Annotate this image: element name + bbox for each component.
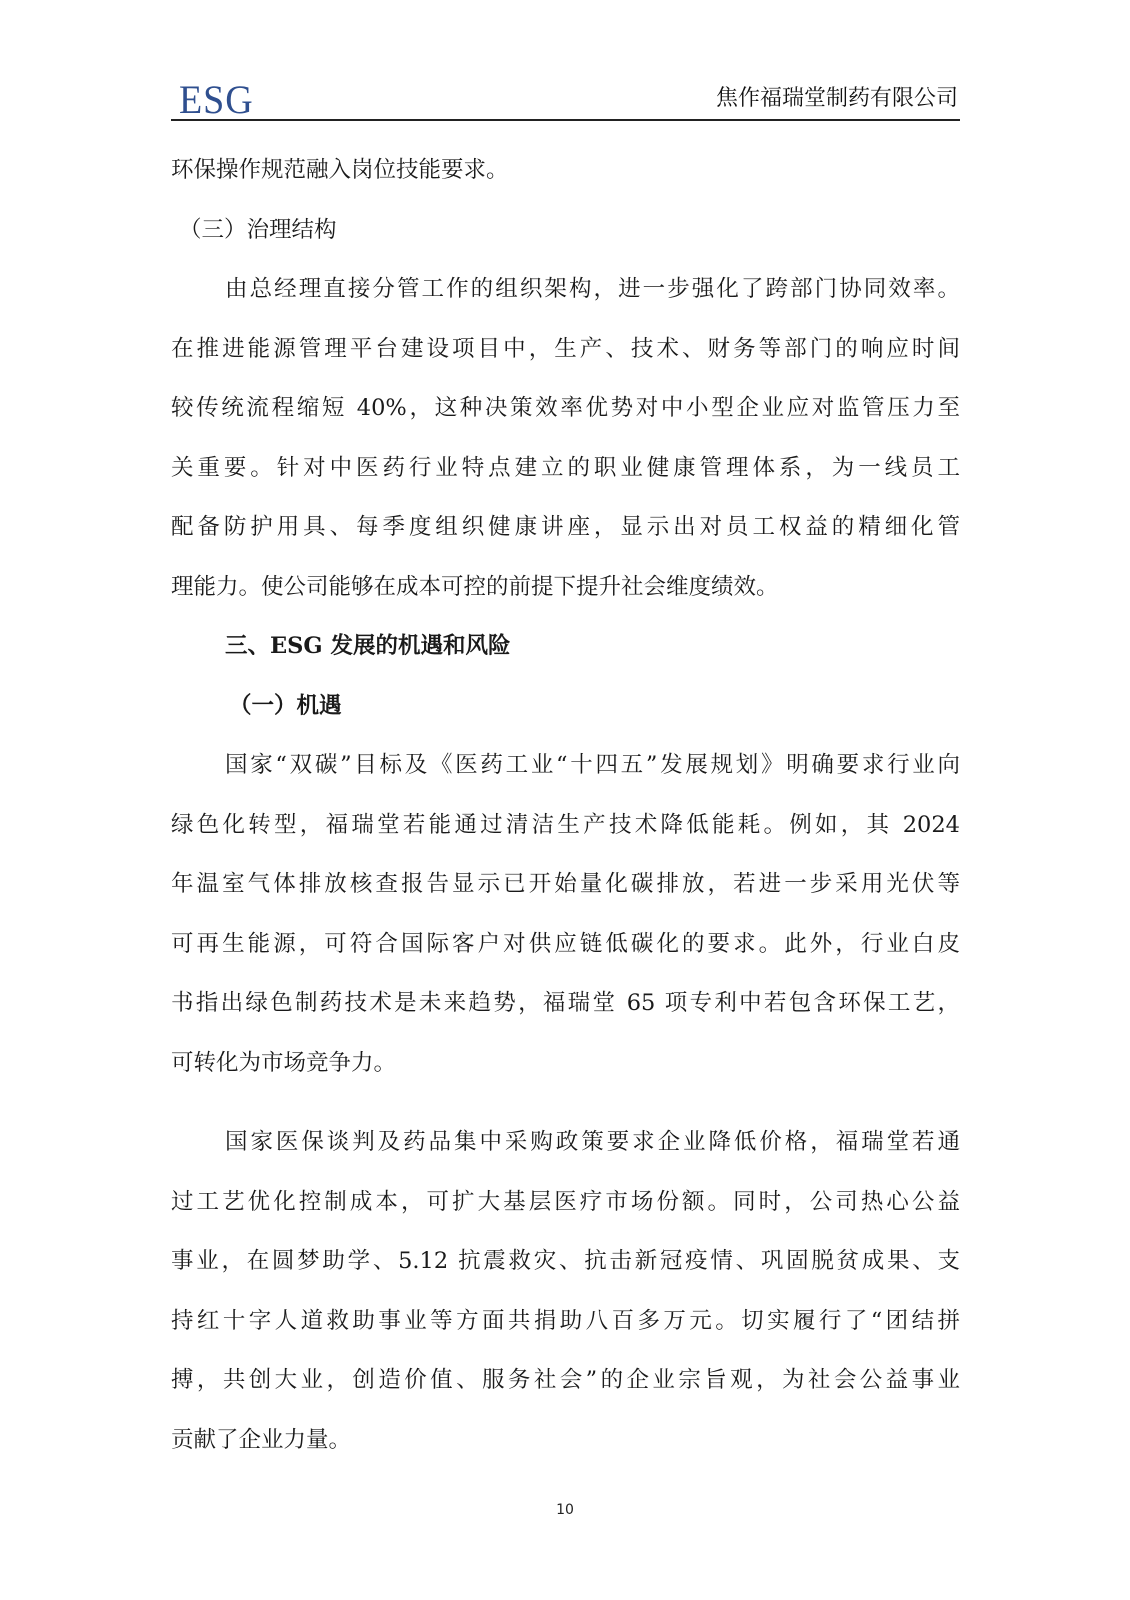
header-divider bbox=[171, 119, 960, 121]
paragraph-line: 持红十字人道救助事业等方面共捐助八百多万元。切实履行了“团结拼 bbox=[171, 1307, 960, 1334]
paragraph-line: 过工艺优化控制成本，可扩大基层医疗市场份额。同时，公司热心公益 bbox=[171, 1188, 960, 1215]
paragraph-line: 理能力。使公司能够在成本可控的前提下提升社会维度绩效。 bbox=[171, 573, 779, 600]
esg-logo: ESG bbox=[179, 77, 254, 122]
company-name: 焦作福瑞堂制药有限公司 bbox=[715, 86, 958, 111]
paragraph-line: 在推进能源管理平台建设项目中，生产、技术、财务等部门的响应时间 bbox=[171, 335, 960, 362]
paragraph-line: 可再生能源，可符合国际客户对供应链低碳化的要求。此外，行业白皮 bbox=[171, 930, 960, 957]
paragraph-line: 事业，在圆梦助学、5.12 抗震救灾、抗击新冠疫情、巩固脱贫成果、支 bbox=[171, 1248, 960, 1274]
paragraph-line: 较传统流程缩短 40%，这种决策效率优势对中小型企业应对监管压力至 bbox=[171, 395, 960, 421]
paragraph-line: 环保操作规范融入岗位技能要求。 bbox=[171, 157, 509, 183]
paragraph-line: 关重要。针对中医药行业特点建立的职业健康管理体系，为一线员工 bbox=[171, 454, 960, 481]
page-header bbox=[171, 78, 960, 120]
paragraph-line: 配备防护用具、每季度组织健康讲座，显示出对员工权益的精细化管 bbox=[171, 514, 960, 540]
paragraph-line: 搏，共创大业，创造价值、服务社会”的企业宗旨观，为社会公益事业 bbox=[171, 1367, 960, 1393]
paragraph-line: 贡献了企业力量。 bbox=[171, 1426, 352, 1453]
paragraph-line: 国家“双碳”目标及《医药工业“十四五”发展规划》明确要求行业向 bbox=[225, 752, 960, 778]
page-number: 10 bbox=[556, 1502, 574, 1518]
section-subheading-governance: （三）治理结构 bbox=[179, 216, 337, 243]
paragraph-spacer bbox=[171, 1093, 960, 1113]
paragraph-line: 书指出绿色制药技术是未来趋势，福瑞堂 65 项专利中若包含环保工艺， bbox=[171, 990, 960, 1016]
paragraph-line: 国家医保谈判及药品集中采购政策要求企业降低价格，福瑞堂若通 bbox=[225, 1129, 960, 1155]
paragraph-line: 由总经理直接分管工作的组织架构，进一步强化了跨部门协同效率。 bbox=[225, 276, 960, 302]
paragraph-line: 可转化为市场竞争力。 bbox=[171, 1049, 397, 1076]
document-body bbox=[171, 141, 960, 1470]
section-heading-esg-opportunities-risks: 三、ESG 发展的机遇和风险 bbox=[225, 633, 511, 659]
paragraph-line: 年温室气体排放核查报告显示已开始量化碳排放，若进一步采用光伏等 bbox=[171, 871, 960, 897]
paragraph-line: 绿色化转型，福瑞堂若能通过清洁生产技术降低能耗。例如，其 2024 bbox=[171, 811, 960, 838]
section-subheading-opportunity: （一）机遇 bbox=[229, 692, 342, 719]
